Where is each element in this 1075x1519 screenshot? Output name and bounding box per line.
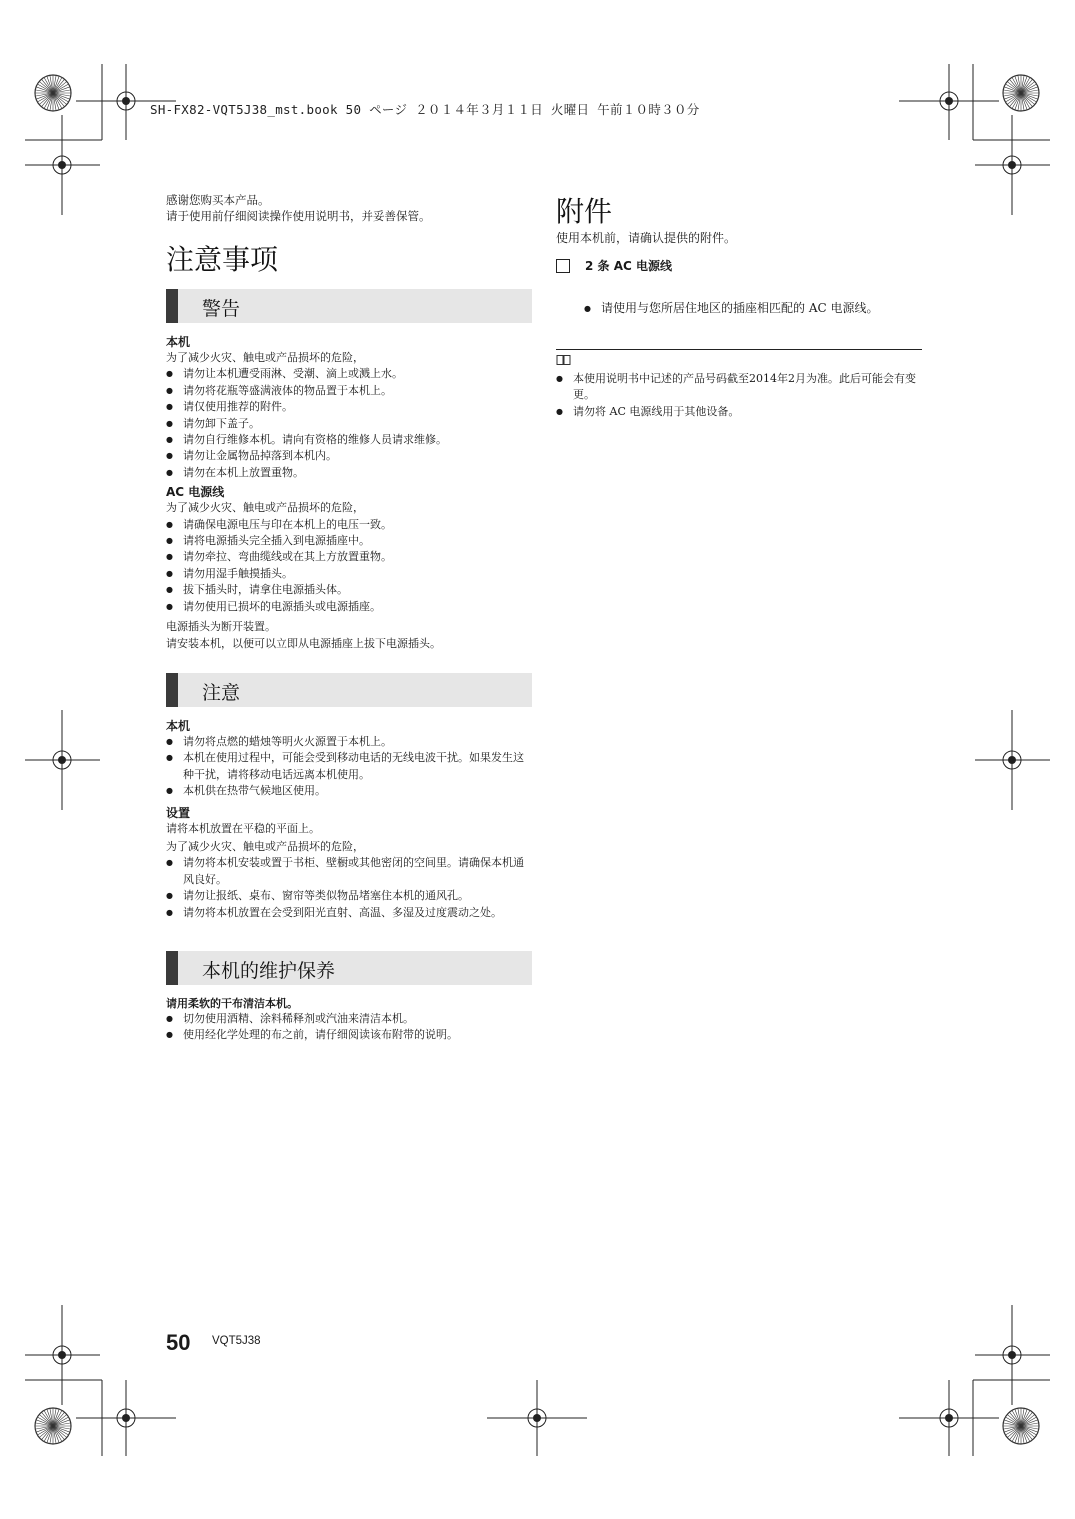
section-bar-warning	[166, 289, 532, 323]
intro-line-1: 感谢您购买本产品。	[166, 193, 270, 207]
list-item: ● 请勿在本机上放置重物。	[166, 465, 532, 481]
list-item: ● 请勿将本机放置在会受到阳光直射、高温、多湿及过度震动之处。	[166, 905, 528, 921]
divider	[556, 349, 922, 350]
lead-text: 为了减少火灾、触电或产品损坏的危险，	[166, 501, 364, 515]
warning-content	[166, 333, 532, 652]
list-item: ● 拔下插头时，请拿住电源插头体。	[166, 582, 532, 598]
list-item: ● 请勿将点燃的蜡烛等明火火源置于本机上。	[166, 734, 528, 750]
list-item: ● 本使用说明书中记述的产品号码截至2014年2月为准。此后可能会有变更。	[556, 371, 922, 404]
book-icon	[556, 354, 572, 366]
accessory-checkbox[interactable]	[556, 259, 570, 273]
accessories-intro: 使用本机前，请确认提供的附件。	[556, 231, 737, 245]
section-heading: 警告	[202, 298, 241, 320]
section-heading: 注意	[202, 682, 241, 704]
accessories-title: 附件	[556, 195, 613, 228]
lead-text: 为了减少火灾、触电或产品损坏的危险，	[166, 840, 364, 854]
list-item: ● 请勿让报纸、桌布、窗帘等类似物品堵塞住本机的通风孔。	[166, 888, 528, 904]
print-header: SH-FX82-VQT5J38_mst.book 50 ページ ２０１４年３月１１日 火曜日 午前１０時３０分	[150, 102, 700, 117]
list-item: ● 请仅使用推荐的附件。	[166, 399, 532, 415]
list-item: ● 请勿将本机安装或置于书柜、壁橱或其他密闭的空间里。请确保本机通风良好。	[166, 855, 528, 888]
list-item: ● 本机在使用过程中，可能会受到移动电话的无线电波干扰。如果发生这种干扰，请将移动电话远离本机使用。	[166, 750, 528, 783]
warning-unit-list	[166, 366, 532, 481]
list-item: ● 请将电源插头完全插入到电源插座中。	[166, 533, 532, 549]
document-code: VQT5J38	[212, 1335, 261, 1347]
list-item: ● 请勿让本机遭受雨淋、受潮、滴上或溅上水。	[166, 366, 532, 382]
list-item: ● 请勿让金属物品掉落到本机内。	[166, 448, 532, 464]
list-item: ● 请勿自行维修本机。请向有资格的维修人员请求维修。	[166, 432, 532, 448]
list-item: ● 请确保电源电压与印在本机上的电压一致。	[166, 517, 532, 533]
subhead-unit: 本机	[166, 719, 191, 733]
list-item: ● 请勿牵拉、弯曲缆线或在其上方放置重物。	[166, 549, 532, 565]
accessory-item-label: 2 条 AC 电源线	[585, 259, 672, 273]
intro-text	[166, 192, 431, 224]
list-item: ● 请勿将花瓶等盛满液体的物品置于本机上。	[166, 383, 532, 399]
section-bar-caution	[166, 673, 532, 707]
list-item: ● 使用经化学处理的布之前，请仔细阅读该布附带的说明。	[166, 1027, 532, 1043]
subhead-unit: 本机	[166, 335, 191, 349]
care-list	[166, 1011, 532, 1044]
intro-line-2: 请于使用前仔细阅读操作使用说明书，并妥善保管。	[166, 209, 431, 223]
caution-unit-list	[166, 734, 528, 800]
subhead-care: 请用柔软的干布清洁本机。	[166, 997, 298, 1010]
list-item: ● 请勿用湿手触摸插头。	[166, 566, 532, 582]
accessory-notes-list	[556, 371, 922, 420]
subhead-ac: AC 电源线	[166, 485, 225, 500]
page-title: 注意事项	[166, 243, 279, 276]
section-heading: 本机的维护保养	[202, 960, 336, 982]
setup-line: 请将本机放置在平稳的平面上。	[166, 821, 320, 835]
list-item: ● 本机供在热带气候地区使用。	[166, 783, 528, 799]
note-text: 电源插头为断开装置。	[166, 620, 276, 634]
caution-setup-list	[166, 855, 528, 921]
list-item: ● 切勿使用酒精、涂料稀释剂或汽油来清洁本机。	[166, 1011, 532, 1027]
page-number: 50	[166, 1330, 191, 1355]
list-item: ● 请勿使用已损坏的电源插头或电源插座。	[166, 599, 532, 615]
caution-content	[166, 717, 528, 921]
list-item: ● 请勿将 AC 电源线用于其他设备。	[556, 404, 922, 420]
care-content	[166, 995, 532, 1044]
warning-ac-list	[166, 517, 532, 615]
section-bar-care	[166, 951, 532, 985]
subhead-setup: 设置	[166, 805, 191, 820]
note-text: 请安装本机，以便可以立即从电源插座上拔下电源插头。	[166, 636, 441, 650]
list-item: ● 请使用与您所居住地区的插座相匹配的 AC 电源线。	[584, 300, 914, 317]
list-item: ● 请勿卸下盖子。	[166, 416, 532, 432]
lead-text: 为了减少火灾、触电或产品损坏的危险，	[166, 351, 364, 364]
accessory-note-list	[584, 300, 914, 317]
